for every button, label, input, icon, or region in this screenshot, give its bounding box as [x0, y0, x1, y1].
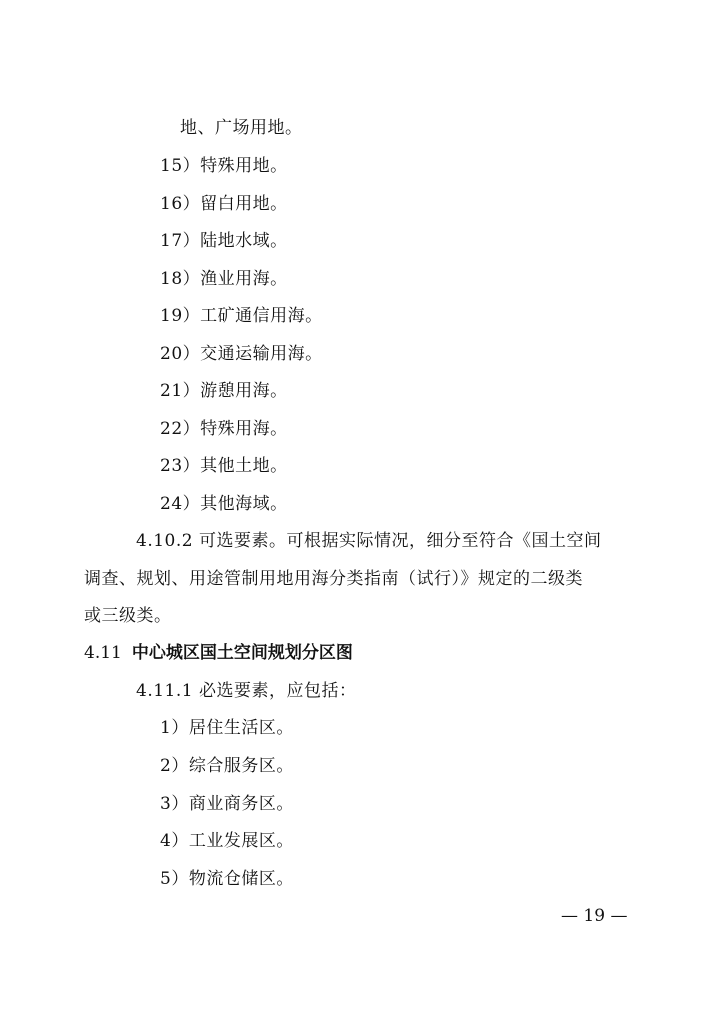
list-item: 19）工矿通信用海。 — [160, 306, 323, 326]
list-item: 20）交通运输用海。 — [160, 344, 323, 364]
section-heading — [84, 643, 353, 663]
list-item: 15）特殊用地。 — [160, 156, 288, 176]
section-number: 4.11 — [84, 643, 122, 663]
list-item: 24）其他海域。 — [160, 494, 288, 514]
list-item-continuation: 地、广场用地。 — [180, 118, 303, 138]
paragraph-line: 4.10.2 可选要素。可根据实际情况，细分至符合《国土空间 — [136, 531, 602, 551]
list-item: 21）游憩用海。 — [160, 381, 288, 401]
list-item: 23）其他土地。 — [160, 456, 288, 476]
page-number: — 19 — — [561, 906, 628, 926]
list-item: 5）物流仓储区。 — [160, 869, 294, 889]
list-item: 16）留白用地。 — [160, 194, 288, 214]
paragraph-line: 或三级类。 — [84, 606, 172, 626]
list-item: 2）综合服务区。 — [160, 756, 294, 776]
section-title: 中心城区国土空间规划分区图 — [131, 643, 353, 663]
list-item: 3）商业商务区。 — [160, 794, 294, 814]
list-item: 22）特殊用海。 — [160, 419, 288, 439]
list-item: 18）渔业用海。 — [160, 269, 288, 289]
paragraph-line: 调查、规划、用途管制用地用海分类指南（试行）》规定的二级类 — [84, 569, 583, 589]
list-item: 17）陆地水域。 — [160, 231, 288, 251]
subsection-heading: 4.11.1 必选要素，应包括： — [136, 681, 357, 701]
list-item: 1）居住生活区。 — [160, 718, 294, 738]
list-item: 4）工业发展区。 — [160, 831, 294, 851]
